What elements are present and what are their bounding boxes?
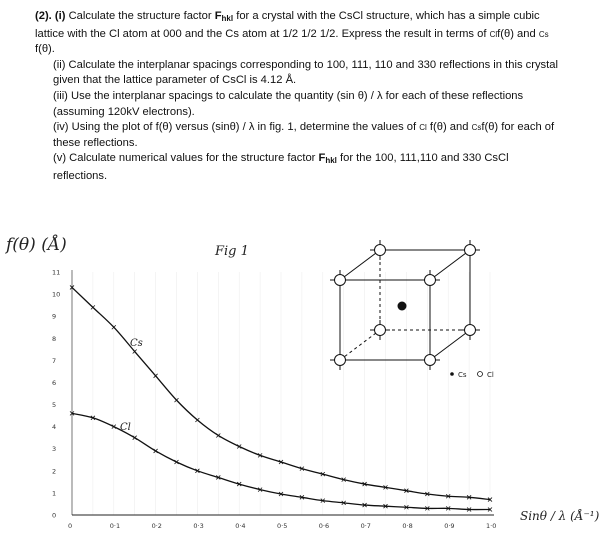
y-tick-label: 6 — [52, 378, 57, 387]
x-tick-label: 0·3 — [193, 522, 204, 530]
y-tick-label: 5 — [52, 401, 57, 410]
y-tick-label: 2 — [52, 467, 57, 476]
cs-atom — [398, 302, 407, 311]
x-axis-label: Sinθ / λ (Å⁻¹) — [520, 509, 600, 523]
cl-atom — [335, 275, 346, 286]
cl-atom — [425, 275, 436, 286]
hkl-subscript: hkl — [221, 14, 234, 23]
y-tick-label: 7 — [52, 356, 57, 365]
part-iv-text-a: (iv) Using the plot of f(θ) versus (sinθ) / λ in fig. 1, determine the values of — [53, 121, 417, 134]
cell-edge — [430, 330, 470, 360]
part-iv-cl: Cl — [419, 123, 427, 133]
cl-atom — [425, 355, 436, 366]
x-tick-label: 0·1 — [109, 522, 121, 530]
y-tick-label: 11 — [52, 268, 61, 277]
x-tick-label: 0·8 — [402, 522, 413, 530]
x-tick-label: 0 — [68, 522, 73, 530]
cs-superscript: Cs — [538, 29, 549, 39]
y-axis-label: f(θ) (Å) — [6, 235, 67, 255]
part-i-text-b: for a crystal with the CsCl structure, which has a simple cubic lattice with the Cl atom at 000 and the Cs atom at 1/2 1/2 1/2. Express the result in terms of — [35, 10, 540, 40]
and-text: and — [517, 27, 536, 40]
x-tick-label: 0·2 — [151, 522, 162, 530]
part-v-text-b: for the 100, 111,110 and 330 CsCl reflections. — [53, 152, 509, 182]
cell-edge — [340, 250, 380, 280]
x-tick-label: 0·4 — [235, 522, 246, 530]
part-iii: (iii) Use the interplanar spacings to calculate the quantity (sin θ) / λ for each of these reflections (assuming 120kV electrons). — [53, 89, 524, 118]
x-tick-labels — [68, 522, 496, 530]
legend-cl-label: Cl — [487, 371, 494, 379]
figure-title: Fig 1 — [215, 244, 249, 259]
part-iv-text-b: f(θ) — [429, 121, 447, 134]
y-tick-labels — [52, 269, 60, 520]
cs-f-theta: f(θ). — [35, 43, 55, 56]
y-tick-label: 3 — [52, 445, 57, 454]
part-v-hkl: hkl — [325, 156, 337, 166]
cl-curve-label: Cl — [120, 422, 131, 433]
legend-cl-marker — [478, 372, 483, 377]
part-i-text-a: Calculate the structure factor — [68, 10, 212, 22]
cl-f-theta: f(θ) — [497, 27, 514, 40]
y-tick-label: 10 — [52, 290, 61, 299]
x-tick-label: 1·0 — [486, 522, 497, 530]
y-tick-label: 8 — [52, 334, 57, 343]
cl-atom — [335, 355, 346, 366]
legend — [450, 371, 494, 379]
f-symbol: F — [214, 10, 222, 22]
y-tick-label: 9 — [52, 312, 57, 321]
x-tick-label: 0·5 — [277, 522, 288, 530]
x-tick-label: 0·6 — [318, 522, 330, 530]
x-tick-label: 0·7 — [360, 522, 371, 530]
part-i-label: (2). (i) — [35, 10, 66, 22]
legend-cs-marker — [450, 372, 454, 376]
part-ii: (ii) Calculate the interplanar spacings corresponding to 100, 111, 110 and 330 reflections in this crystal given that the lattice parameter of CsCl is 4.12 Å. — [53, 58, 558, 87]
cell-edge — [430, 250, 470, 280]
part-v-f: F — [318, 152, 326, 165]
part-iv-text-d: f(θ) for each of these reflections. — [53, 121, 555, 149]
grid — [72, 272, 490, 515]
y-tick-label: 0 — [52, 511, 57, 520]
legend-cs-label: Cs — [458, 371, 467, 379]
cl-atom — [465, 325, 476, 336]
y-tick-label: 4 — [52, 423, 57, 432]
cl-superscript: Cl — [489, 29, 498, 39]
cl-atom — [375, 325, 386, 336]
x-tick-label: 0·9 — [444, 522, 455, 530]
part-v-text-a: (v) Calculate numerical values for the structure factor — [53, 152, 316, 165]
part-iv-and: and — [449, 121, 469, 134]
cl-atom — [465, 245, 476, 256]
y-tick-label: 1 — [52, 489, 57, 498]
cell-edge-hidden — [340, 330, 380, 360]
part-iv-cs: Cs — [471, 123, 482, 133]
cl-atom — [375, 245, 386, 256]
cs-curve-label: Cs — [130, 338, 143, 349]
